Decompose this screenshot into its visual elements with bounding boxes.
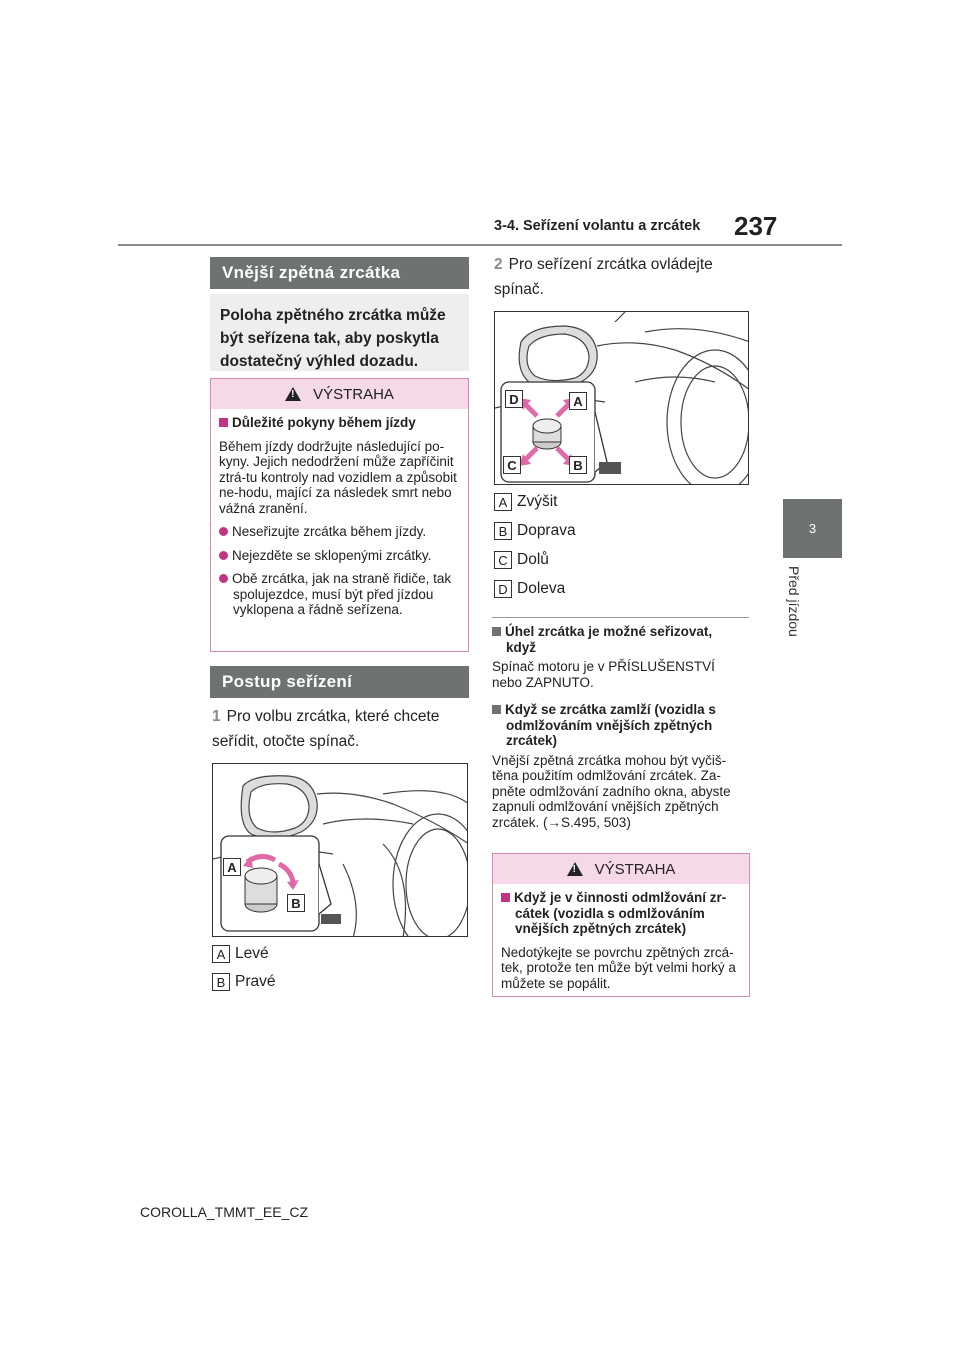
legend-text: Doprava [517,522,576,539]
note-title: Když se zrcátka zamlží (vozidla s odmlžováním vnějších zpětných zrcátek) [492,702,748,749]
warning-text: Nedotýkejte se povrchu zpětných zrcá-tek, protože ten může být velmi horký a můžete se popálit. [501,944,736,991]
dot-bullet-icon [219,574,228,583]
square-bullet-icon [492,705,501,714]
legend-text: Dolů [517,551,549,568]
warning-label: VÝSTRAHA [594,860,676,878]
warning-bullet: Neseřizujte zrcátka během jízdy. [219,524,460,540]
legend-item [494,522,576,540]
page-number: 237 [734,211,778,241]
step-2 [494,252,744,302]
step-1 [212,704,468,754]
warning-icon [285,387,301,401]
warning-heading: Důležité pokyny během jízdy [219,415,460,431]
legend-text: Pravé [235,973,276,990]
square-bullet-icon [501,893,510,902]
step-text: Pro seřízení zrcátka ovládejte spínač. [494,256,713,298]
section-heading-text: Vnější zpětná zrcátka [222,263,401,282]
figure-label: A [569,392,587,410]
figure-mirror-adjust [494,311,749,485]
warning-heading: Když je v činnosti odmlžování zr-cátek (vozidla s odmlžováním vnějších zpětných zrcátek) [501,890,741,937]
legend-key: D [494,580,512,598]
figure-label: B [287,894,305,912]
mirror-select-illustration [213,764,468,937]
note-mirror-fog [492,702,748,830]
mirror-adjust-illustration [495,312,749,485]
warning-box [210,378,469,652]
legend-item [494,580,565,598]
legend-text: Zvýšit [517,493,558,510]
warning-icon [567,862,583,876]
procedure-heading-text: Postup seřízení [222,672,353,691]
legend-key: B [212,973,230,991]
step-text: Pro volbu zrcátka, které chcete seřídit, otočte spínač. [212,708,440,750]
note-mirror-angle [492,624,742,690]
note-text: Spínač motoru je v PŘÍSLUŠENSTVÍ nebo ZAPNUTO. [492,659,715,690]
section-heading [210,257,469,289]
note-text: Vnější zpětná zrcátka mohou být vyčiš-těna použitím odmlžování zrcátek. Za-pněte odmlžování zadního okna, abyste zapnuli odmlžování vnějších zpětných zrcátek. (→S.495, 503) [492,752,731,830]
warning-bullet: Obě zrcátka, jak na straně řidiče, tak spolujezdce, musí být před jízdou vyklopena a řádně seřízena. [219,571,460,618]
dot-bullet-icon [219,551,228,560]
footer-code: COROLLA_TMMT_EE_CZ [140,1204,309,1220]
chapter-number: 3 [808,521,817,536]
figure-label: A [223,858,241,876]
legend-key: A [494,493,512,511]
chapter-tab [783,499,842,558]
step-number: 2 [494,256,503,273]
step-number: 1 [212,708,221,725]
legend-key: B [494,522,512,540]
figure-mirror-select [212,763,468,937]
intro-box: Poloha zpětného zrcátka může být seřízena tak, aby poskytla dostatečný výhled dozadu. [210,294,469,371]
legend-text: Doleva [517,580,566,597]
procedure-heading [210,666,469,698]
legend-item [212,945,269,963]
warning-bullet: Nejezděte se sklopenými zrcátky. [219,548,460,564]
warning-header [211,379,468,409]
figure-label: D [505,390,523,408]
legend-key: A [212,945,230,963]
warning-text: Během jízdy dodržujte následující po-kyny. Jejich nedodržení může zapříčinit ztrá-tu kontroly nad vozidlem a způsobit ne-hodu, mající za následek smrt nebo vážná zranění. [219,438,457,516]
square-bullet-icon [219,418,228,427]
legend-text: Levé [235,945,269,962]
chapter-label: Před jízdou [786,566,802,637]
warning-label: VÝSTRAHA [313,385,394,403]
figure-label: C [503,456,521,474]
dot-bullet-icon [219,527,228,536]
warning-header [493,854,749,884]
figure-label: B [569,456,587,474]
divider [492,617,749,618]
legend-item [494,493,557,511]
legend-key: C [494,551,512,569]
section-title: 3-4. Seřízení volantu a zrcátek [494,218,701,234]
warning-box [492,853,750,997]
legend-item [212,973,276,991]
legend-item [494,551,549,569]
header-rule [118,244,842,246]
note-title: Úhel zrcátka je možné seřizovat, když [492,624,742,655]
square-bullet-icon [492,627,501,636]
